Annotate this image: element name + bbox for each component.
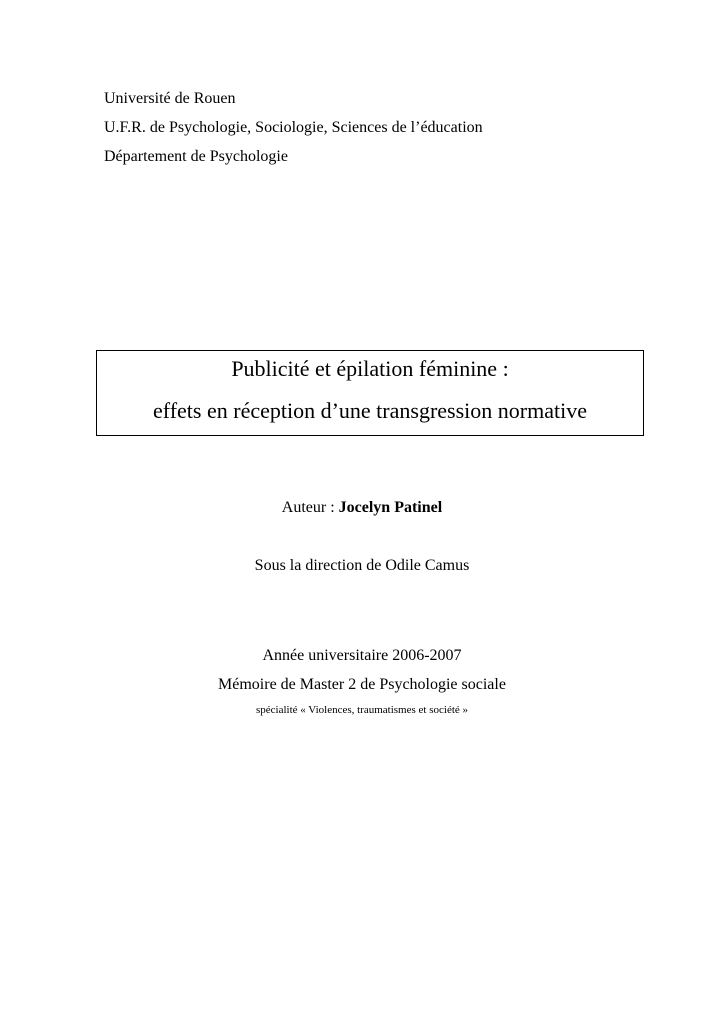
title-line-1: Publicité et épilation féminine : — [231, 356, 509, 381]
title-line-2: effets en réception d’une transgression normative — [153, 398, 587, 423]
author-line — [0, 498, 724, 518]
ufr-name: U.F.R. de Psychologie, Sociologie, Sciences de l’éducation — [104, 119, 483, 136]
author-name: Jocelyn Patinel — [338, 499, 443, 516]
title-box — [96, 350, 644, 436]
thesis-type: Mémoire de Master 2 de Psychologie sociale — [218, 676, 506, 693]
university-name: Université de Rouen — [104, 90, 236, 107]
department-name: Département de Psychologie — [104, 148, 288, 165]
supervision-line: Sous la direction de Odile Camus — [254, 557, 470, 574]
academic-year: Année universitaire 2006-2007 — [262, 647, 462, 664]
author-label: Auteur : — [281, 499, 339, 516]
specialty-line: spécialité « Violences, traumatismes et société » — [255, 704, 469, 716]
institution-header — [104, 84, 483, 171]
